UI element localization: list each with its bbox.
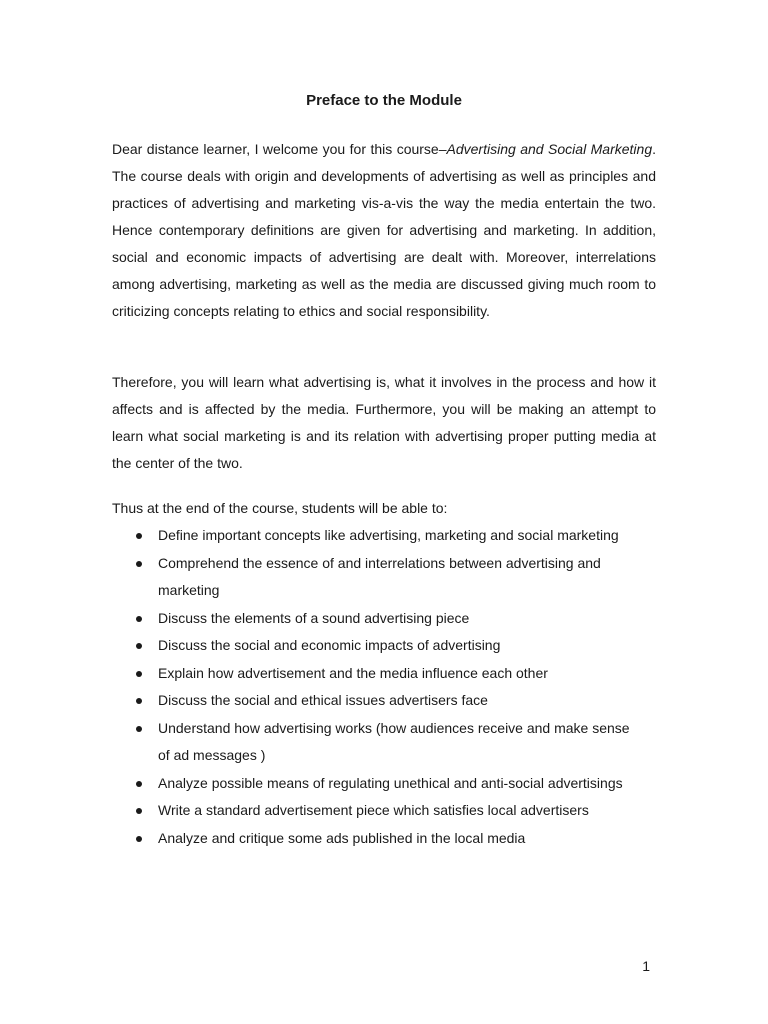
list-item	[112, 632, 656, 660]
list-item	[112, 660, 656, 688]
list-item-text: Comprehend the essence of and interrelations between advertising and marketing	[158, 554, 601, 598]
list-item-text: Write a standard advertisement piece which satisfies local advertisers	[158, 802, 589, 818]
intro-paragraph	[112, 136, 656, 325]
learning-paragraph: Therefore, you will learn what advertising is, what it involves in the process and how it affects and is affected by the media. Furthermore, you will be making an attempt to learn what social marketing is and its relation with advertising proper putting media at the center of the two.	[112, 374, 656, 471]
bullet-icon	[136, 671, 142, 677]
list-item	[112, 687, 656, 715]
course-name: Advertising and Social Marketing	[446, 141, 653, 157]
bullet-icon	[136, 781, 142, 787]
list-item	[112, 797, 656, 825]
list-item	[112, 550, 656, 605]
list-item-text: Define important concepts like advertising, marketing and social marketing	[158, 527, 619, 543]
list-item	[112, 522, 656, 550]
bullet-icon	[136, 643, 142, 649]
bullet-icon	[136, 836, 142, 842]
list-item-text: Discuss the social and economic impacts of advertising	[158, 637, 501, 653]
bullet-icon	[136, 808, 142, 814]
page-number: 1	[642, 958, 650, 974]
bullet-icon	[136, 726, 142, 732]
list-item-text: Analyze and critique some ads published in the local media	[158, 829, 526, 846]
list-item	[112, 770, 656, 798]
list-item-text: Understand how advertising works (how audiences receive and make sense of ad messages )	[158, 719, 630, 763]
bullet-icon	[136, 616, 142, 622]
list-item-text: Discuss the social and ethical issues advertisers face	[158, 692, 488, 708]
list-item	[112, 715, 656, 770]
bullet-icon	[136, 561, 142, 567]
intro-lead-text: Dear distance learner, I welcome you for this course–	[112, 141, 447, 157]
objectives-intro: Thus at the end of the course, students will be able to:	[112, 500, 448, 516]
list-item-text: Analyze possible means of regulating unethical and anti-social advertisings	[158, 774, 623, 791]
list-item	[112, 605, 656, 633]
list-item-text: Explain how advertisement and the media influence each other	[158, 664, 548, 681]
intro-rest-text: . The course deals with origin and developments of advertising as well as principles and practices of advertising and marketing vis-a-vis the way the media entertain the two. Hence contemporary definitions are given for advertising and marketing. In addition, social and economic impacts of advertising are dealt with. Moreover, interrelations among advertising, marketing as well as the media are discussed giving much room to criticizing concepts relating to ethics and social responsibility.	[112, 141, 657, 319]
objectives-list	[112, 522, 656, 852]
bullet-icon	[136, 698, 142, 704]
page-title: Preface to the Module	[306, 92, 462, 109]
list-item	[112, 825, 656, 853]
bullet-icon	[136, 533, 142, 539]
list-item-text: Discuss the elements of a sound advertising piece	[158, 609, 470, 626]
